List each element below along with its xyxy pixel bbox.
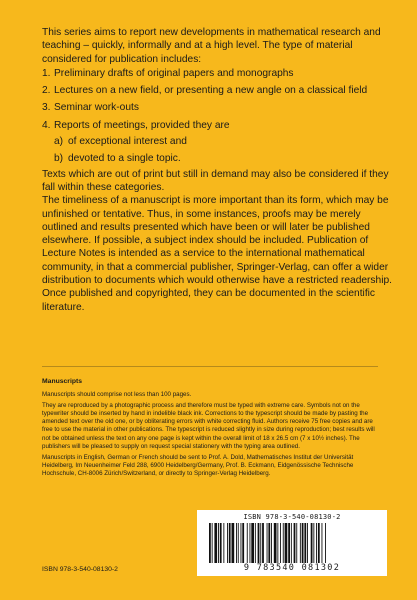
timeliness-paragraph: The timeliness of a manuscript is more important than its form, which may be unfinished or tentative. Thus, in some instances, proofs may be merely outlined and results presented which have been or will later be published elsewhere. If possible, a subject index should be included. Publication of Lecture Notes is intended as a service to the international mathematical community, in that a commercial publisher, Springer-Verlag, can offer a wider distribution to documents which would otherwise have a restricted readership. Once published and copyrighted, they can be documented in the scientific literature. (42, 195, 392, 313)
out-of-print-paragraph: Texts which are out of print but still in demand may also be considered if they fall within these categories. (42, 168, 389, 193)
meeting-conditions (54, 135, 394, 166)
sub-list-item: a) of exceptional interest and (54, 136, 187, 148)
manuscripts-length: Manuscripts should comprise not less than 100 pages. (42, 391, 192, 399)
list-item: 1. Preliminary drafts of original papers and monographs (42, 67, 294, 79)
intro-lead: This series aims to report new developments in mathematical research and teaching – quickly, informally and at a high level. The type of material considered for publication includes: (42, 27, 381, 65)
barcode (197, 510, 387, 576)
sub-list-item: b) devoted to a single topic. (54, 153, 181, 165)
isbn-footer: ISBN 978-3-540-08130-2 (42, 566, 118, 573)
divider (42, 366, 378, 367)
series-description (42, 26, 394, 314)
barcode-digits: 9 783540 081302 (243, 563, 341, 573)
barcode-isbn: ISBN 978-3-540-08130-2 (243, 513, 341, 521)
list-item: 4. Reports of meetings, provided they are a) of exceptional interest and b) devoted to a single topic. (42, 119, 394, 166)
material-list (42, 67, 394, 166)
manuscripts-section (42, 378, 377, 481)
list-item: 3. Seminar work-outs (42, 102, 139, 114)
manuscripts-heading: Manuscripts (42, 378, 83, 385)
list-item: 2. Lectures on a new field, or presenting a new angle on a classical field (42, 85, 368, 97)
barcode-bars (207, 523, 377, 563)
manuscripts-submission: Manuscripts in English, German or French should be sent to Prof. A. Dold, Mathematisches Institut der Universität Heidelberg, Im Neuenheimer Feld 288, 6900 Heidelberg/Germany, Prof. B. Eckmann, Eidgenössische Technische Hochschule, CH-8006 Zürich/Switzerland, or directly to Springer-Verlag Heidelberg. (42, 453, 354, 477)
manuscripts-instructions: They are reproduced by a photographic process and therefore must be typed with extreme care. Symbols not on the typewriter should be inserted by hand in indelible black ink. Corrections to the typescript should be made by pasting the amended text over the old one, or by obliterating errors with white correcting fluid. Authors receive 75 free copies and are free to use the material in other publications. The typescript is reduced slightly in size during reproduction; best results will not be obtained unless the text on any one page is kept within the overall limit of 18 x 26.5 cm (7 x 10½ inches). The publishers will be pleased to supply on request special stationery with the typing area outlined. (42, 402, 375, 450)
